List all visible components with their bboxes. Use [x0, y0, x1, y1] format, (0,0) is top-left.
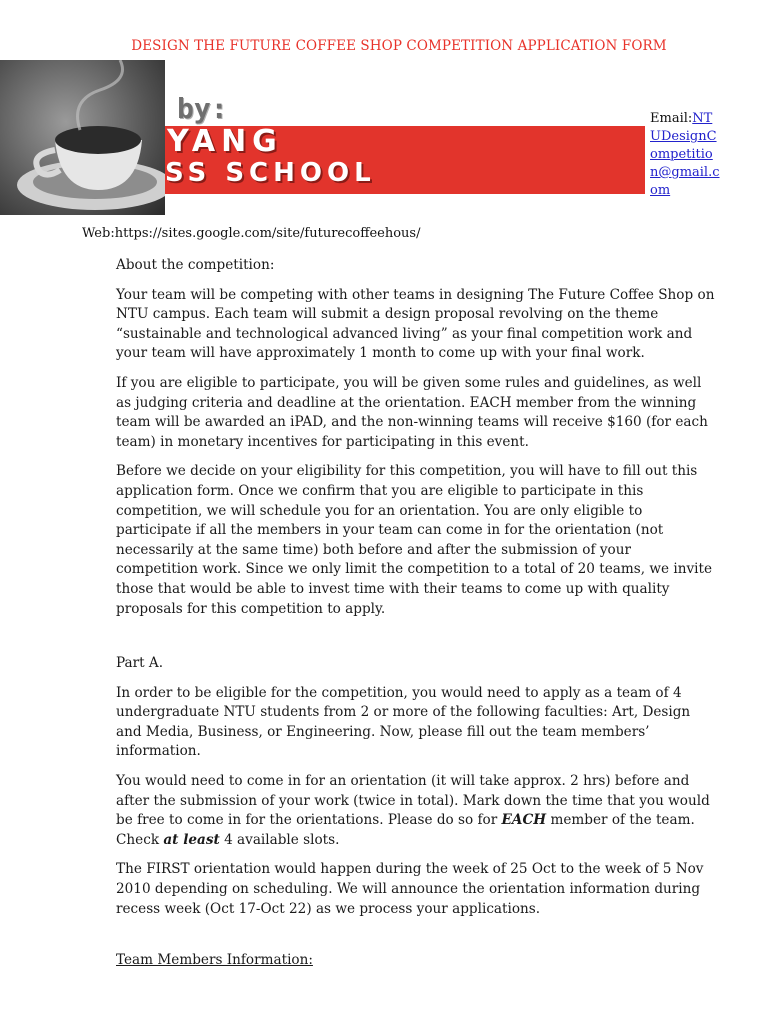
email-label: Email:: [650, 111, 693, 126]
contact-email: [650, 110, 720, 200]
form-title: DESIGN THE FUTURE COFFEE SHOP COMPETITION APPLICATION FORM: [131, 38, 667, 54]
coffee-cup-image: [0, 60, 165, 215]
about-paragraph-3: Before we decide on your eligibility for this competition, you will have to fill out this application form. Once we confirm that you are eligible to participate in this competition, we will schedule you for an orientation. You are only eligible to participate if all the members in your team can come in for the orientation (not necessarily at the same time) both before and after the submission of your competition work. Since we only limit the competition to a total of 20 teams, we invite those that would be able to invest time with their teams to come up with quality proposals for this competition to apply.: [116, 463, 713, 617]
team-members-heading: Team Members Information:: [116, 952, 313, 969]
banner-fade: [495, 126, 645, 194]
about-heading: About the competition:: [116, 257, 275, 273]
emphasis-each: EACH: [501, 812, 547, 829]
logo-line-1: YANG: [167, 126, 283, 159]
website-url: Web:https://sites.google.com/site/futurecoffeehous/: [82, 226, 421, 241]
about-paragraph-1: Your team will be competing with other teams in designing The Future Coffee Shop on NTU campus. Each team will submit a design proposal revolving on the theme “sustainable and technological advanced living” as your final competition work and your team will have approximately 1 month to come up with your final work.: [116, 286, 715, 362]
part-a-heading: Part A.: [116, 655, 164, 672]
part-a-paragraph-1: In order to be eligible for the competition, you would need to apply as a team of 4 undergraduate NTU students from 2 or more of the following faculties: Art, Design and Media, Business, or Engineering. Now, please fill out the team members’ information.: [116, 684, 691, 760]
school-logo-banner: [165, 126, 645, 194]
email-link[interactable]: NTUDesignCompetition@gmail.com: [650, 111, 720, 198]
part-a-paragraph-3: The FIRST orientation would happen during the week of 25 Oct to the week of 5 Nov 2010 depending on scheduling. We will announce the orientation information during recess week (Oct 17-Oct 22) as we process your applications.: [116, 861, 704, 917]
form-body: [116, 256, 716, 981]
logo-line-2: SS SCHOOL: [165, 158, 376, 188]
part-a-paragraph-2: You would need to come in for an orientation (it will take approx. 2 hrs) before and after the submission of your work (twice in total). Mark down the time that you would be free to come in for the orientations. Please do so for EACH member of the team. Check at least 4 available slots.: [116, 773, 710, 848]
logo-text-by: by:: [177, 92, 228, 125]
about-paragraph-2: If you are eligible to participate, you will be given some rules and guidelines, as well as judging criteria and deadline at the orientation. EACH member from the winning team will be awarded an iPAD, and the non-winning teams will receive $160 (for each team) in monetary incentives for participating in this event.: [116, 374, 708, 450]
emphasis-at-least: at least: [163, 831, 220, 848]
